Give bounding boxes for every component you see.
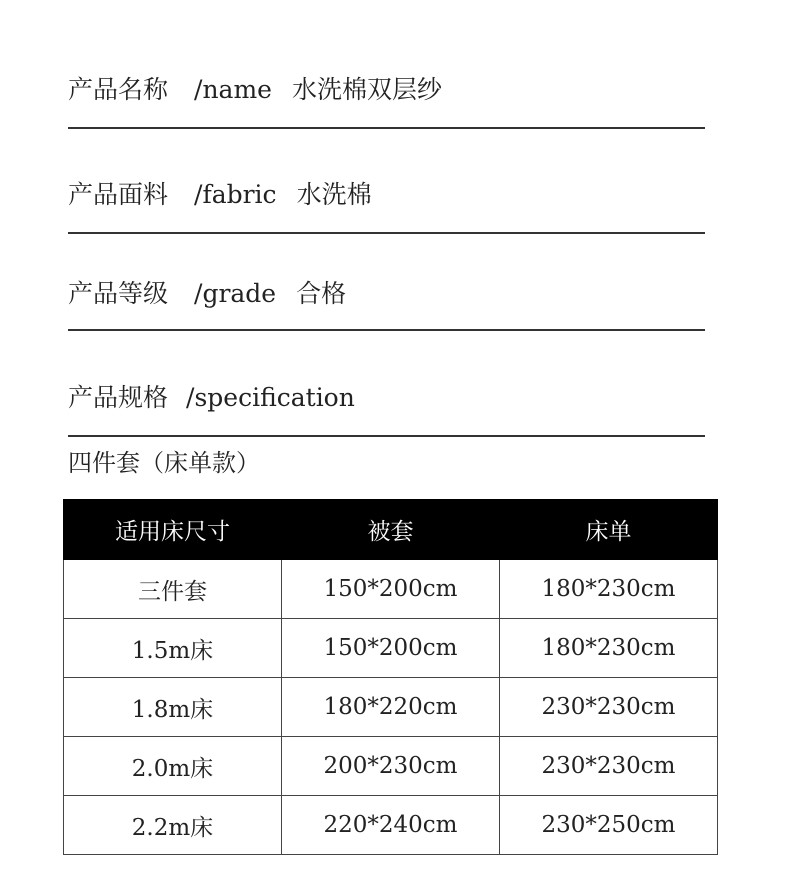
- spec-label-en: /name: [194, 75, 272, 104]
- spec-row-specification: [68, 378, 355, 414]
- spec-value: 水洗棉双层纱: [291, 75, 442, 104]
- cell-bed-sheet: 180*230cm: [500, 560, 718, 619]
- table-row: [64, 678, 718, 737]
- cell-bed-size: 1.5m床: [64, 619, 282, 678]
- spec-value: 合格: [296, 279, 347, 308]
- cell-bed-size: 2.0m床: [64, 737, 282, 796]
- cell-duvet-cover: 150*200cm: [282, 560, 500, 619]
- cell-bed-sheet: 230*230cm: [500, 737, 718, 796]
- spec-label-en: /fabric: [194, 180, 277, 209]
- spec-label-en: /grade: [194, 279, 277, 308]
- spec-divider: [68, 232, 705, 234]
- section-subtitle: 四件套（床单款）: [68, 449, 260, 477]
- spec-row-fabric: [68, 175, 372, 211]
- spec-label-en: /specification: [186, 383, 355, 412]
- cell-duvet-cover: 180*220cm: [282, 678, 500, 737]
- spec-label: 产品名称: [68, 75, 169, 104]
- cell-bed-size: 1.8m床: [64, 678, 282, 737]
- table-row: [64, 796, 718, 855]
- cell-bed-sheet: 230*250cm: [500, 796, 718, 855]
- cell-bed-size: 2.2m床: [64, 796, 282, 855]
- cell-duvet-cover: 220*240cm: [282, 796, 500, 855]
- cell-bed-size: 三件套: [64, 560, 282, 619]
- spec-row-grade: [68, 274, 346, 310]
- header-bed-sheet: 床单: [500, 500, 718, 560]
- spec-divider: [68, 435, 705, 437]
- spec-divider: [68, 329, 705, 331]
- spec-value: 水洗棉: [296, 180, 372, 209]
- table-header-row: [64, 500, 718, 560]
- table-row: [64, 560, 718, 619]
- cell-duvet-cover: 200*230cm: [282, 737, 500, 796]
- header-bed-size: 适用床尺寸: [64, 500, 282, 560]
- table-row: [64, 619, 718, 678]
- cell-bed-sheet: 180*230cm: [500, 619, 718, 678]
- spec-label: 产品等级: [68, 279, 169, 308]
- cell-duvet-cover: 150*200cm: [282, 619, 500, 678]
- spec-label: 产品规格: [68, 383, 169, 412]
- header-duvet-cover: 被套: [282, 500, 500, 560]
- spec-row-name: [68, 70, 442, 106]
- cell-bed-sheet: 230*230cm: [500, 678, 718, 737]
- table-row: [64, 737, 718, 796]
- spec-divider: [68, 127, 705, 129]
- size-table: [63, 499, 718, 855]
- spec-label: 产品面料: [68, 180, 169, 209]
